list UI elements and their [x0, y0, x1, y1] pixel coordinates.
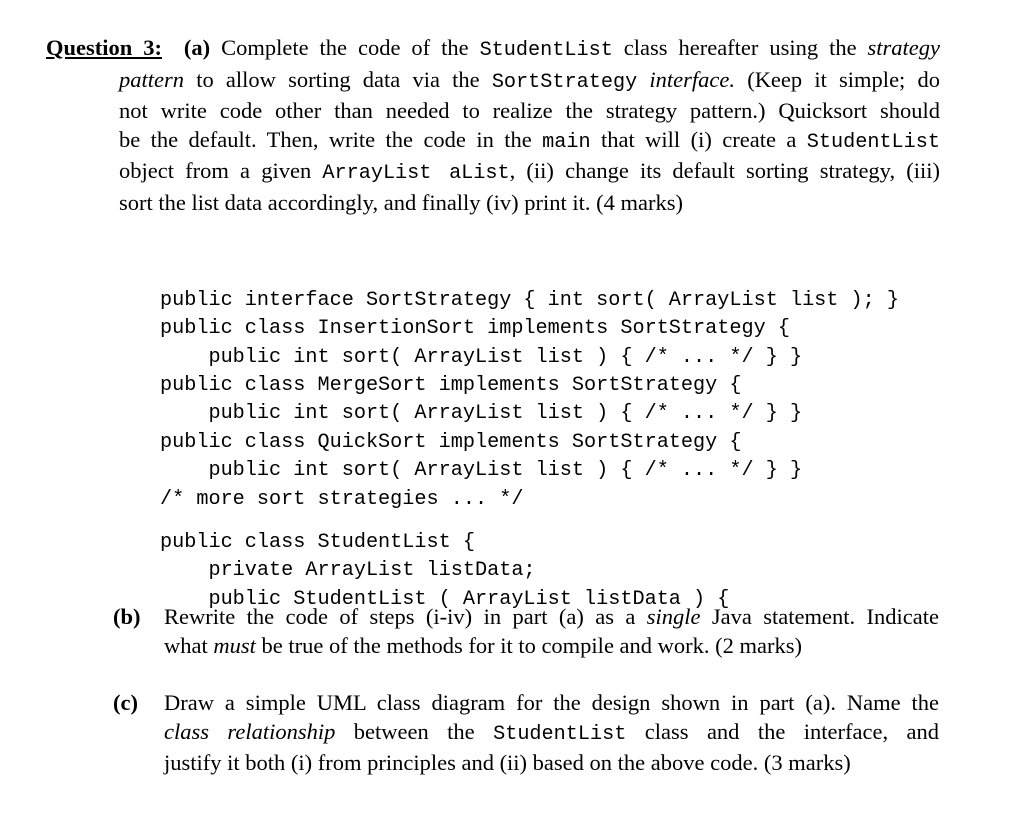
text-run: class hereafter using the: [612, 35, 868, 60]
emphasis-run: must: [213, 632, 256, 658]
text-run: between the: [335, 718, 494, 744]
question-line-6: [46, 189, 940, 218]
text-run: [637, 67, 649, 92]
text-run: Complete the code of the: [221, 35, 480, 60]
emphasis-run: strategy: [867, 35, 941, 60]
part-c-line-2: [164, 718, 939, 750]
text-run: (Keep it simple; do: [735, 66, 940, 92]
part-c-label: (c): [113, 690, 138, 715]
code-line: public class QuickSort implements SortStrategy {: [160, 430, 742, 454]
emphasis-run: pattern: [119, 66, 184, 92]
code-line: public int sort( ArrayList list ) { /* ... */ } }: [160, 402, 803, 426]
question-line-2: [46, 66, 940, 98]
code-run: StudentList: [493, 722, 627, 746]
emphasis-run: class relationship: [164, 718, 336, 744]
part-c-line-1: Draw a simple UML class diagram for the design shown in part (a). Name the: [164, 690, 939, 715]
emphasis-run: single: [646, 604, 701, 629]
code-line: /* more sort strategies ... */: [160, 487, 524, 511]
text-run: to allow sorting data via the: [184, 66, 492, 92]
question-3-part-a: [46, 34, 940, 218]
part-b-body: [164, 603, 939, 660]
text-run: , (ii) change its default sorting strategy, (iii): [509, 158, 941, 184]
text-run: what: [164, 632, 214, 658]
part-b-line-2: [164, 632, 939, 661]
text-run: object from a given: [119, 158, 323, 184]
code-run: StudentList: [479, 39, 613, 62]
text-run: that will (i) create a: [590, 126, 807, 152]
code-run: ArrayList aList: [322, 162, 510, 186]
text-run: be the default. Then, write the code in the: [119, 126, 543, 152]
part-b-line-1: [164, 603, 939, 632]
code-line: public interface SortStrategy { int sort( ArrayList list ); }: [160, 288, 899, 312]
text-run: not write code other than needed to realize the strategy pattern.) Quicksort should: [119, 98, 940, 124]
code-line: public StudentList ( ArrayList listData ) {: [160, 587, 730, 611]
code-line: private ArrayList listData;: [160, 559, 536, 583]
emphasis-run: interface.: [649, 66, 735, 92]
text-run: be true of the methods for it to compile and work. (2 marks): [255, 632, 802, 658]
question-line-1: [46, 34, 940, 66]
code-run: SortStrategy: [491, 70, 638, 94]
code-line: public int sort( ArrayList list ) { /* ... */ } }: [160, 345, 803, 369]
code-line: public int sort( ArrayList list ) { /* ... */ } }: [160, 459, 803, 483]
question-line-3: [46, 97, 940, 126]
text-run: sort the list data accordingly, and finally (iv) print it. (4 marks): [119, 189, 684, 215]
part-c-body: [164, 689, 939, 778]
question-line-5: [46, 157, 940, 189]
code-line: public class MergeSort implements SortStrategy {: [160, 373, 742, 397]
question-line-4: [46, 126, 940, 158]
code-run: main: [542, 130, 591, 154]
code-run: StudentList: [806, 130, 941, 154]
text-run: class and the interface, and: [626, 718, 940, 744]
part-a-label: (a): [183, 35, 211, 60]
part-c-line-3: justify it both (i) from principles and (ii) based on the above code. (3 marks): [164, 750, 851, 776]
text-run: Rewrite the code of steps (i-iv) in part (a) as a: [164, 604, 647, 629]
code-line: public class StudentList {: [160, 530, 475, 554]
question-title: Question 3:: [46, 35, 162, 60]
part-b-label: (b): [113, 604, 141, 629]
text-run: Java statement. Indicate: [700, 604, 940, 629]
code-line: public class InsertionSort implements SortStrategy {: [160, 317, 790, 341]
